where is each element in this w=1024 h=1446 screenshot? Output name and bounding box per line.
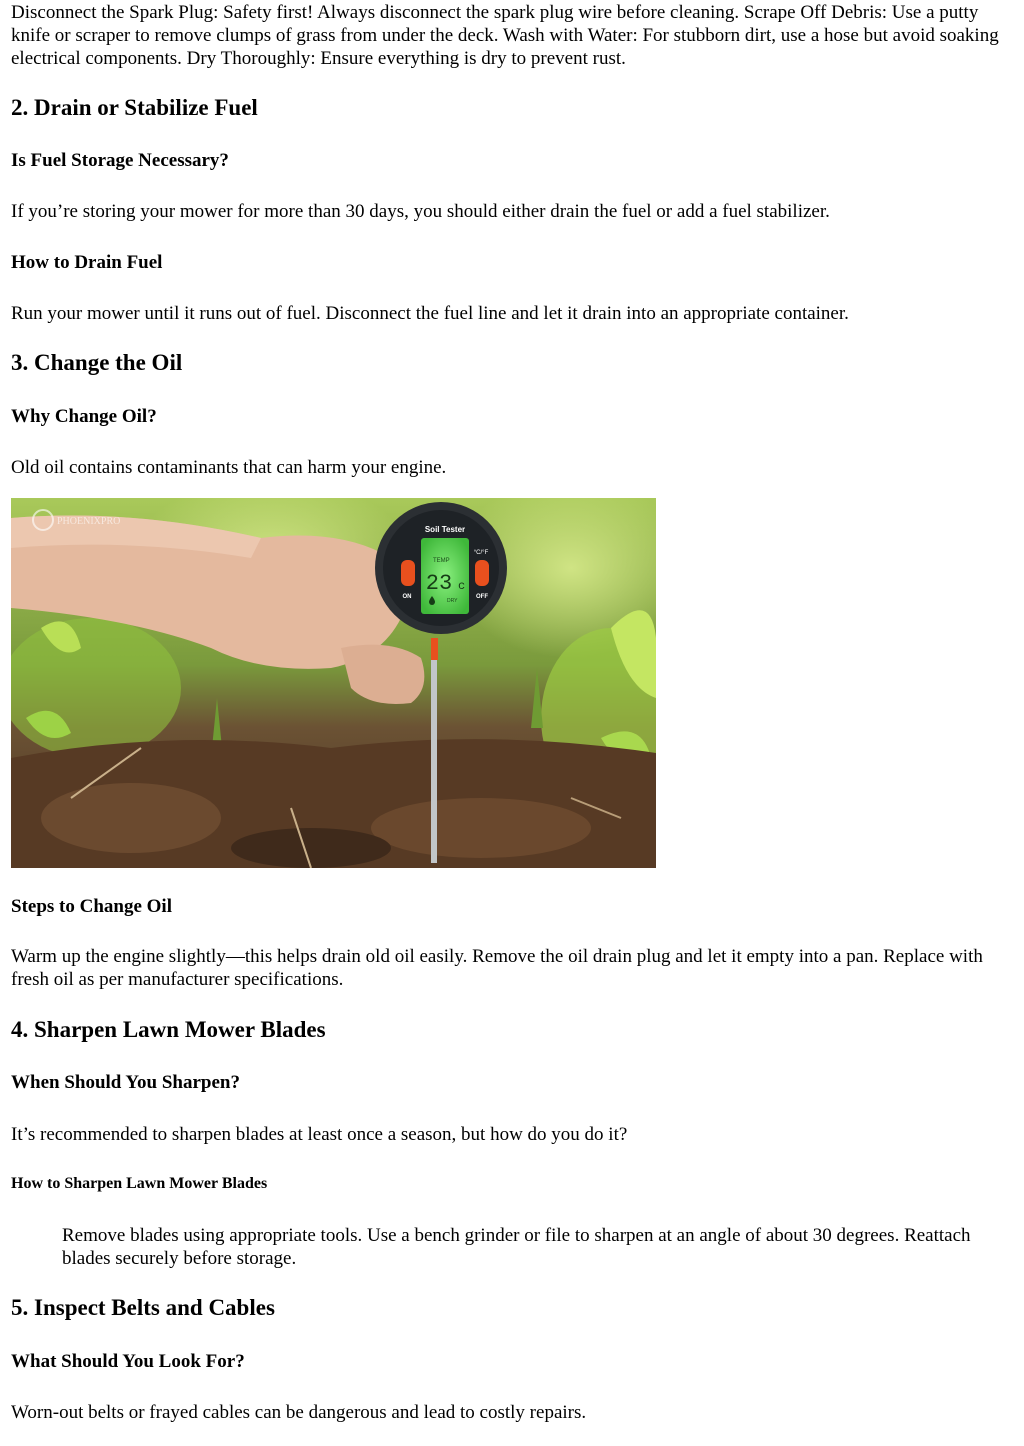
subheading-look-for: What Should You Look For? bbox=[11, 1351, 245, 1372]
paragraph-fuel-storage: If you’re storing your mower for more than 30 days, you should either drain the fuel or add a fuel stabilizer. bbox=[11, 201, 830, 222]
subheading-fuel-storage: Is Fuel Storage Necessary? bbox=[11, 150, 229, 171]
heading-sharpen-blades: 4. Sharpen Lawn Mower Blades bbox=[11, 1017, 326, 1042]
heading-change-oil: 3. Change the Oil bbox=[11, 350, 183, 375]
heading-drain-fuel: 2. Drain or Stabilize Fuel bbox=[11, 95, 258, 120]
device-units-toggle: °C/°F bbox=[473, 550, 489, 556]
paragraph-why-oil: Old oil contains contaminants that can harm your engine. bbox=[11, 457, 447, 478]
subheading-steps-oil: Steps to Change Oil bbox=[11, 896, 172, 917]
paragraph-when-sharpen: It’s recommended to sharpen blades at least once a season, but how do you do it? bbox=[11, 1124, 628, 1145]
paragraph-look-for: Worn-out belts or frayed cables can be dangerous and lead to costly repairs. bbox=[11, 1402, 587, 1423]
paragraph-drain-fuel: Run your mower until it runs out of fuel. Disconnect the fuel line and let it drain into an appropriate container. bbox=[11, 303, 849, 324]
device-temp-label: TEMP bbox=[433, 558, 450, 564]
device-reading: 23 bbox=[425, 571, 453, 596]
subheading-when-sharpen: When Should You Sharpen? bbox=[11, 1072, 240, 1093]
device-on-label: ON bbox=[402, 594, 412, 600]
device-unit: c bbox=[458, 579, 466, 593]
intro-paragraph: Disconnect the Spark Plug: Safety first! Always disconnect the spark plug wire before cleaning. Scrape Off Debris: Use a putty knife or scraper to remove clumps of grass from under the deck. Wash with Water: For stubborn dirt, use a hose but avoid soaking electrical components. Dry Thoroughly: Ensure everything is dry to prevent rust. bbox=[11, 2, 999, 69]
paragraph-how-sharpen: Remove blades using appropriate tools. Use a bench grinder or file to sharpen at an angle of about 30 degrees. Reattach blades securely before storage. bbox=[62, 1225, 971, 1269]
device-off-label: OFF bbox=[476, 594, 488, 600]
paragraph-steps-oil: Warm up the engine slightly—this helps drain old oil easily. Remove the oil drain plug and let it empty into a pan. Replace with fresh oil as per manufacturer specifications. bbox=[11, 946, 983, 990]
subheading-why-oil: Why Change Oil? bbox=[11, 406, 157, 427]
watermark-text: PHOENIXPRO bbox=[57, 516, 121, 527]
device-title: Soil Tester bbox=[424, 525, 466, 534]
heading-inspect-belts: 5. Inspect Belts and Cables bbox=[11, 1295, 275, 1320]
subheading-how-sharpen: How to Sharpen Lawn Mower Blades bbox=[11, 1175, 268, 1192]
soil-tester-photo bbox=[11, 498, 656, 868]
subheading-drain-fuel: How to Drain Fuel bbox=[11, 252, 163, 273]
device-dry-label: DRY bbox=[447, 598, 458, 604]
